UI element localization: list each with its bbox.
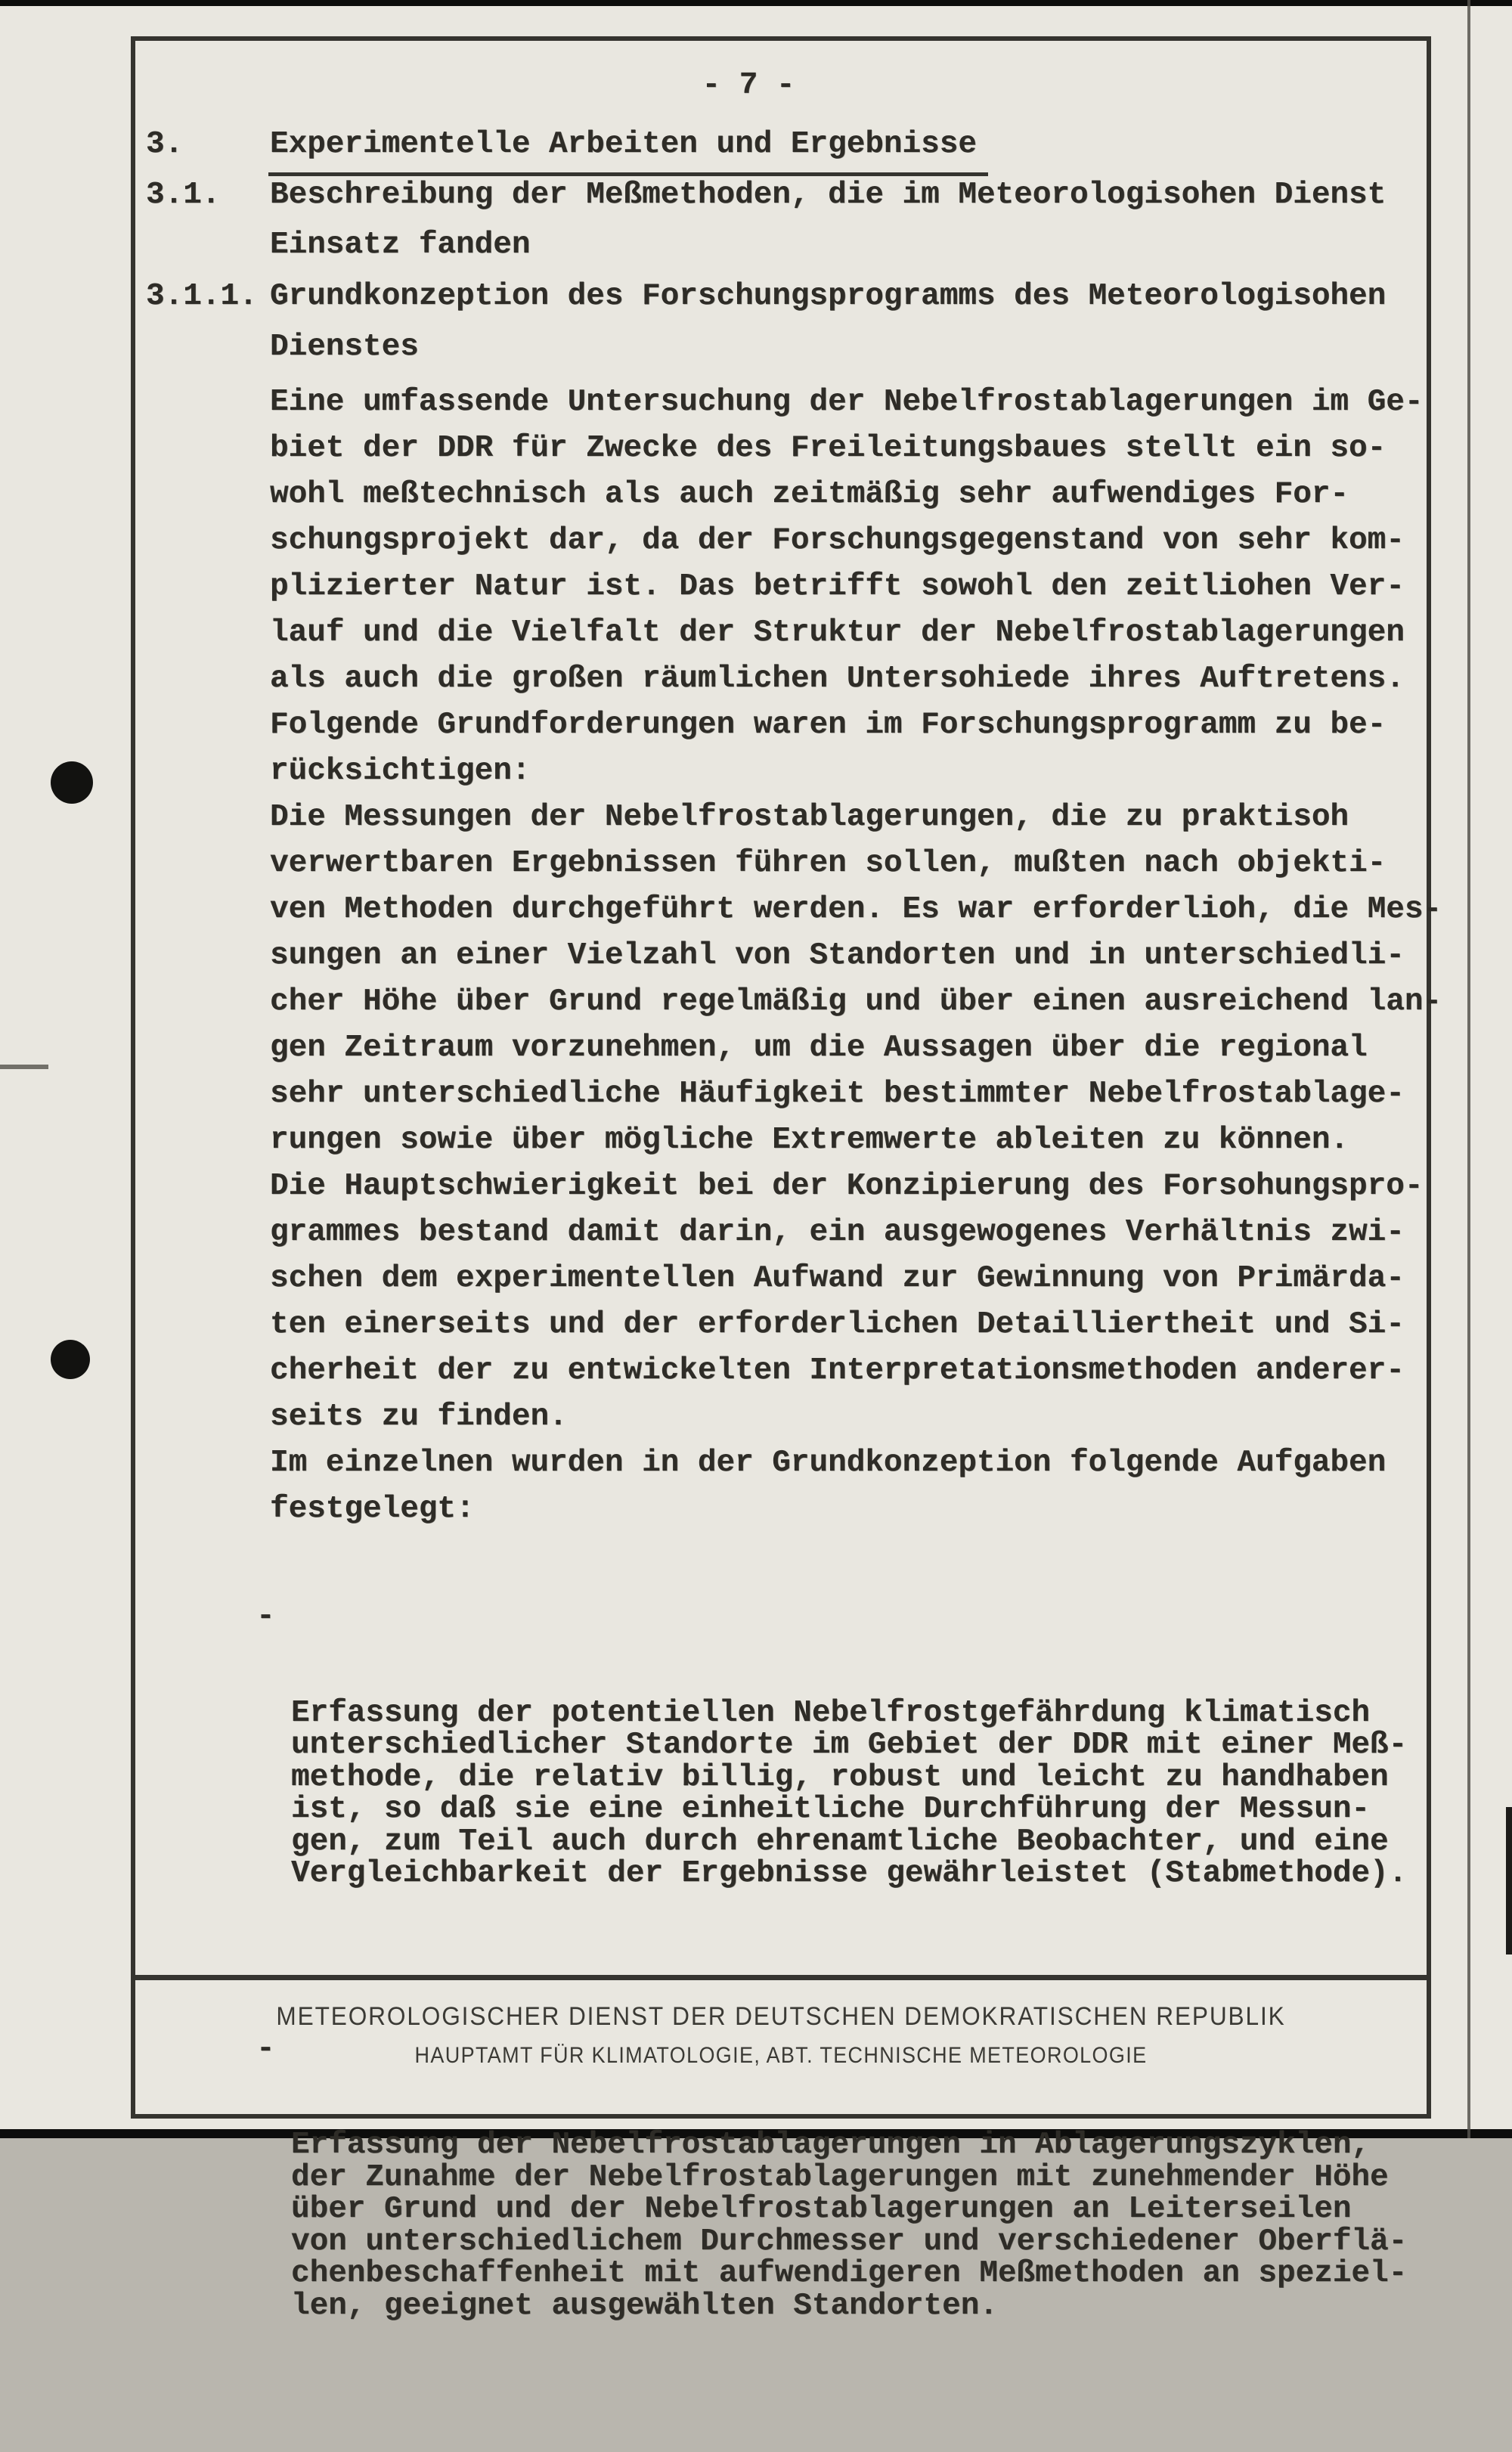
text-line: festgelegt: [270,1492,475,1527]
section-heading-3-1-1-cont [0,330,1512,377]
text-line: Die Hauptschwierigkeit bei der Konzipierung des Forsohungspro- [270,1169,1424,1204]
text-line: lauf und die Vielfalt der Struktur der Nebelfrostablagerungen [270,615,1405,650]
section-heading-3-1-1 [0,279,1512,326]
text-line: schen dem experimentellen Aufwand zur Gewinnung von Primärda- [270,1261,1405,1296]
task-list [256,1536,1408,2450]
section-heading-3-1 [0,178,1512,225]
text-line: grammes bestand damit darin, ein ausgewogenes Verhältnis zwi- [270,1215,1405,1250]
text-line: gen Zeitraum vorzunehmen, um die Aussagen über die regional [270,1031,1368,1065]
text-line: rücksichtigen: [270,754,531,789]
text-line: cherheit der zu entwickelten Interpretationsmethoden anderer- [270,1353,1405,1388]
text-line: unterschiedlicher Standorte im Gebiet der DDR mit einer Meß- [291,1728,1408,1762]
section-title: Beschreibung der Meßmethoden, die im Meteorologisohen Dienst [270,178,1387,212]
hole-punch-dot [51,1340,90,1379]
footer-institution-line: METEOROLOGISCHER DIENST DER DEUTSCHEN DEMOKRATISCHEN REPUBLIK [276,2002,1286,2031]
margin-fold-mark [0,1065,48,1069]
text-line: seits zu finden. [270,1400,568,1434]
list-item [256,1599,1408,1954]
list-dash-marker: - [256,2031,275,2066]
text-line: Folgende Grundforderungen waren im Forschungsprogramm zu be- [270,708,1387,742]
section-number: 3. [146,127,184,162]
section-number: 3.1.1. [146,279,258,314]
section-title: Dienstes [270,330,419,364]
text-line: schungsprojekt dar, da der Forschungsgegenstand von sehr kom- [270,523,1405,558]
section-heading-3 [0,127,1512,174]
list-item-lines [291,1697,1407,1890]
text-line: chenbeschaffenheit mit aufwendigeren Meßmethoden an speziel- [291,2256,1408,2291]
text-line: methode, die relativ billig, robust und leicht zu handhaben [291,1759,1389,1795]
text-line: wohl meßtechnisch als auch zeitmäßig sehr aufwendiges For- [270,477,1349,512]
text-line: der Zunahme der Nebelfrostablagerungen mit zunehmender Höhe [291,2159,1389,2195]
section-heading-3-1-cont [0,228,1512,274]
text-line: ist, so daß sie eine einheitliche Durchführung der Messun- [291,1792,1371,1827]
text-line: von unterschiedlichem Durchmesser und verschiedener Oberflä- [291,2224,1408,2259]
section-title: Experimentelle Arbeiten und Ergebnisse [270,127,977,162]
text-line: ten einerseits und der erforderlichen Detailliertheit und Si- [270,1307,1405,1342]
text-line: len, geeignet ausgewählten Standorten. [291,2288,998,2323]
list-dash-marker: - [256,1599,275,1634]
section-title: Grundkonzeption des Forschungsprogramms des Meteorologisohen [270,279,1387,314]
text-line: gen, zum Teil auch durch ehrenamtliche Beobachter, und eine [291,1824,1389,1859]
text-line: sungen an einer Vielzahl von Standorten und in unterschiedli- [270,938,1405,973]
text-line: Erfassung der Nebelfrostablagerungen in Ablagerungszyklen, [291,2128,1371,2162]
hole-punch-dot [51,761,93,804]
text-line: Die Messungen der Nebelfrostablagerungen, die zu praktisoh [270,800,1349,835]
text-line: rungen sowie über mögliche Extremwerte ableiten zu können. [270,1123,1349,1158]
scan-edge-top [0,0,1512,6]
text-line: Vergleichbarkeit der Ergebnisse gewährleistet (Stabmethode). [291,1856,1408,1891]
body-paragraphs [270,380,1442,1533]
text-line: plizierter Natur ist. Das betrifft sowohl den zeitliohen Ver- [270,569,1405,604]
text-line: sehr unterschiedliche Häufigkeit bestimmter Nebelfrostablage- [270,1077,1405,1111]
text-line: ven Methoden durchgeführt werden. Es war erforderlioh, die Mes- [270,892,1442,927]
text-line: über Grund und der Nebelfrostablagerungen an Leiterseilen [291,2192,1352,2227]
text-line: Eine umfassende Untersuchung der Nebelfrostablagerungen im Ge- [270,385,1424,420]
heading-underline [268,172,988,176]
text-line: Im einzelnen wurden in der Grundkonzeption folgende Aufgaben [270,1446,1387,1480]
section-title: Einsatz fanden [270,228,531,262]
text-line: biet der DDR für Zwecke des Freileitungsbaues stellt ein so- [270,431,1387,466]
text-line: als auch die großen räumlichen Untersohiede ihres Auftretens. [270,662,1405,696]
list-item-lines [291,2129,1407,2322]
footer-department-line: HAUPTAMT FÜR KLIMATOLOGIE, ABT. TECHNISCHE METEOROLOGIE [414,2043,1148,2068]
list-item [256,2031,1408,2387]
text-line: verwertbaren Ergebnissen führen sollen, mußten nach objekti- [270,846,1387,881]
section-number: 3.1. [146,178,221,212]
text-line: Erfassung der potentiellen Nebelfrostgefährdung klimatisch [291,1695,1371,1731]
page-number: - 7 - [702,68,795,103]
scan-edge-right-artifact [1506,1807,1512,1954]
text-line: cher Höhe über Grund regelmäßig und über einen ausreichend lan- [270,984,1442,1019]
